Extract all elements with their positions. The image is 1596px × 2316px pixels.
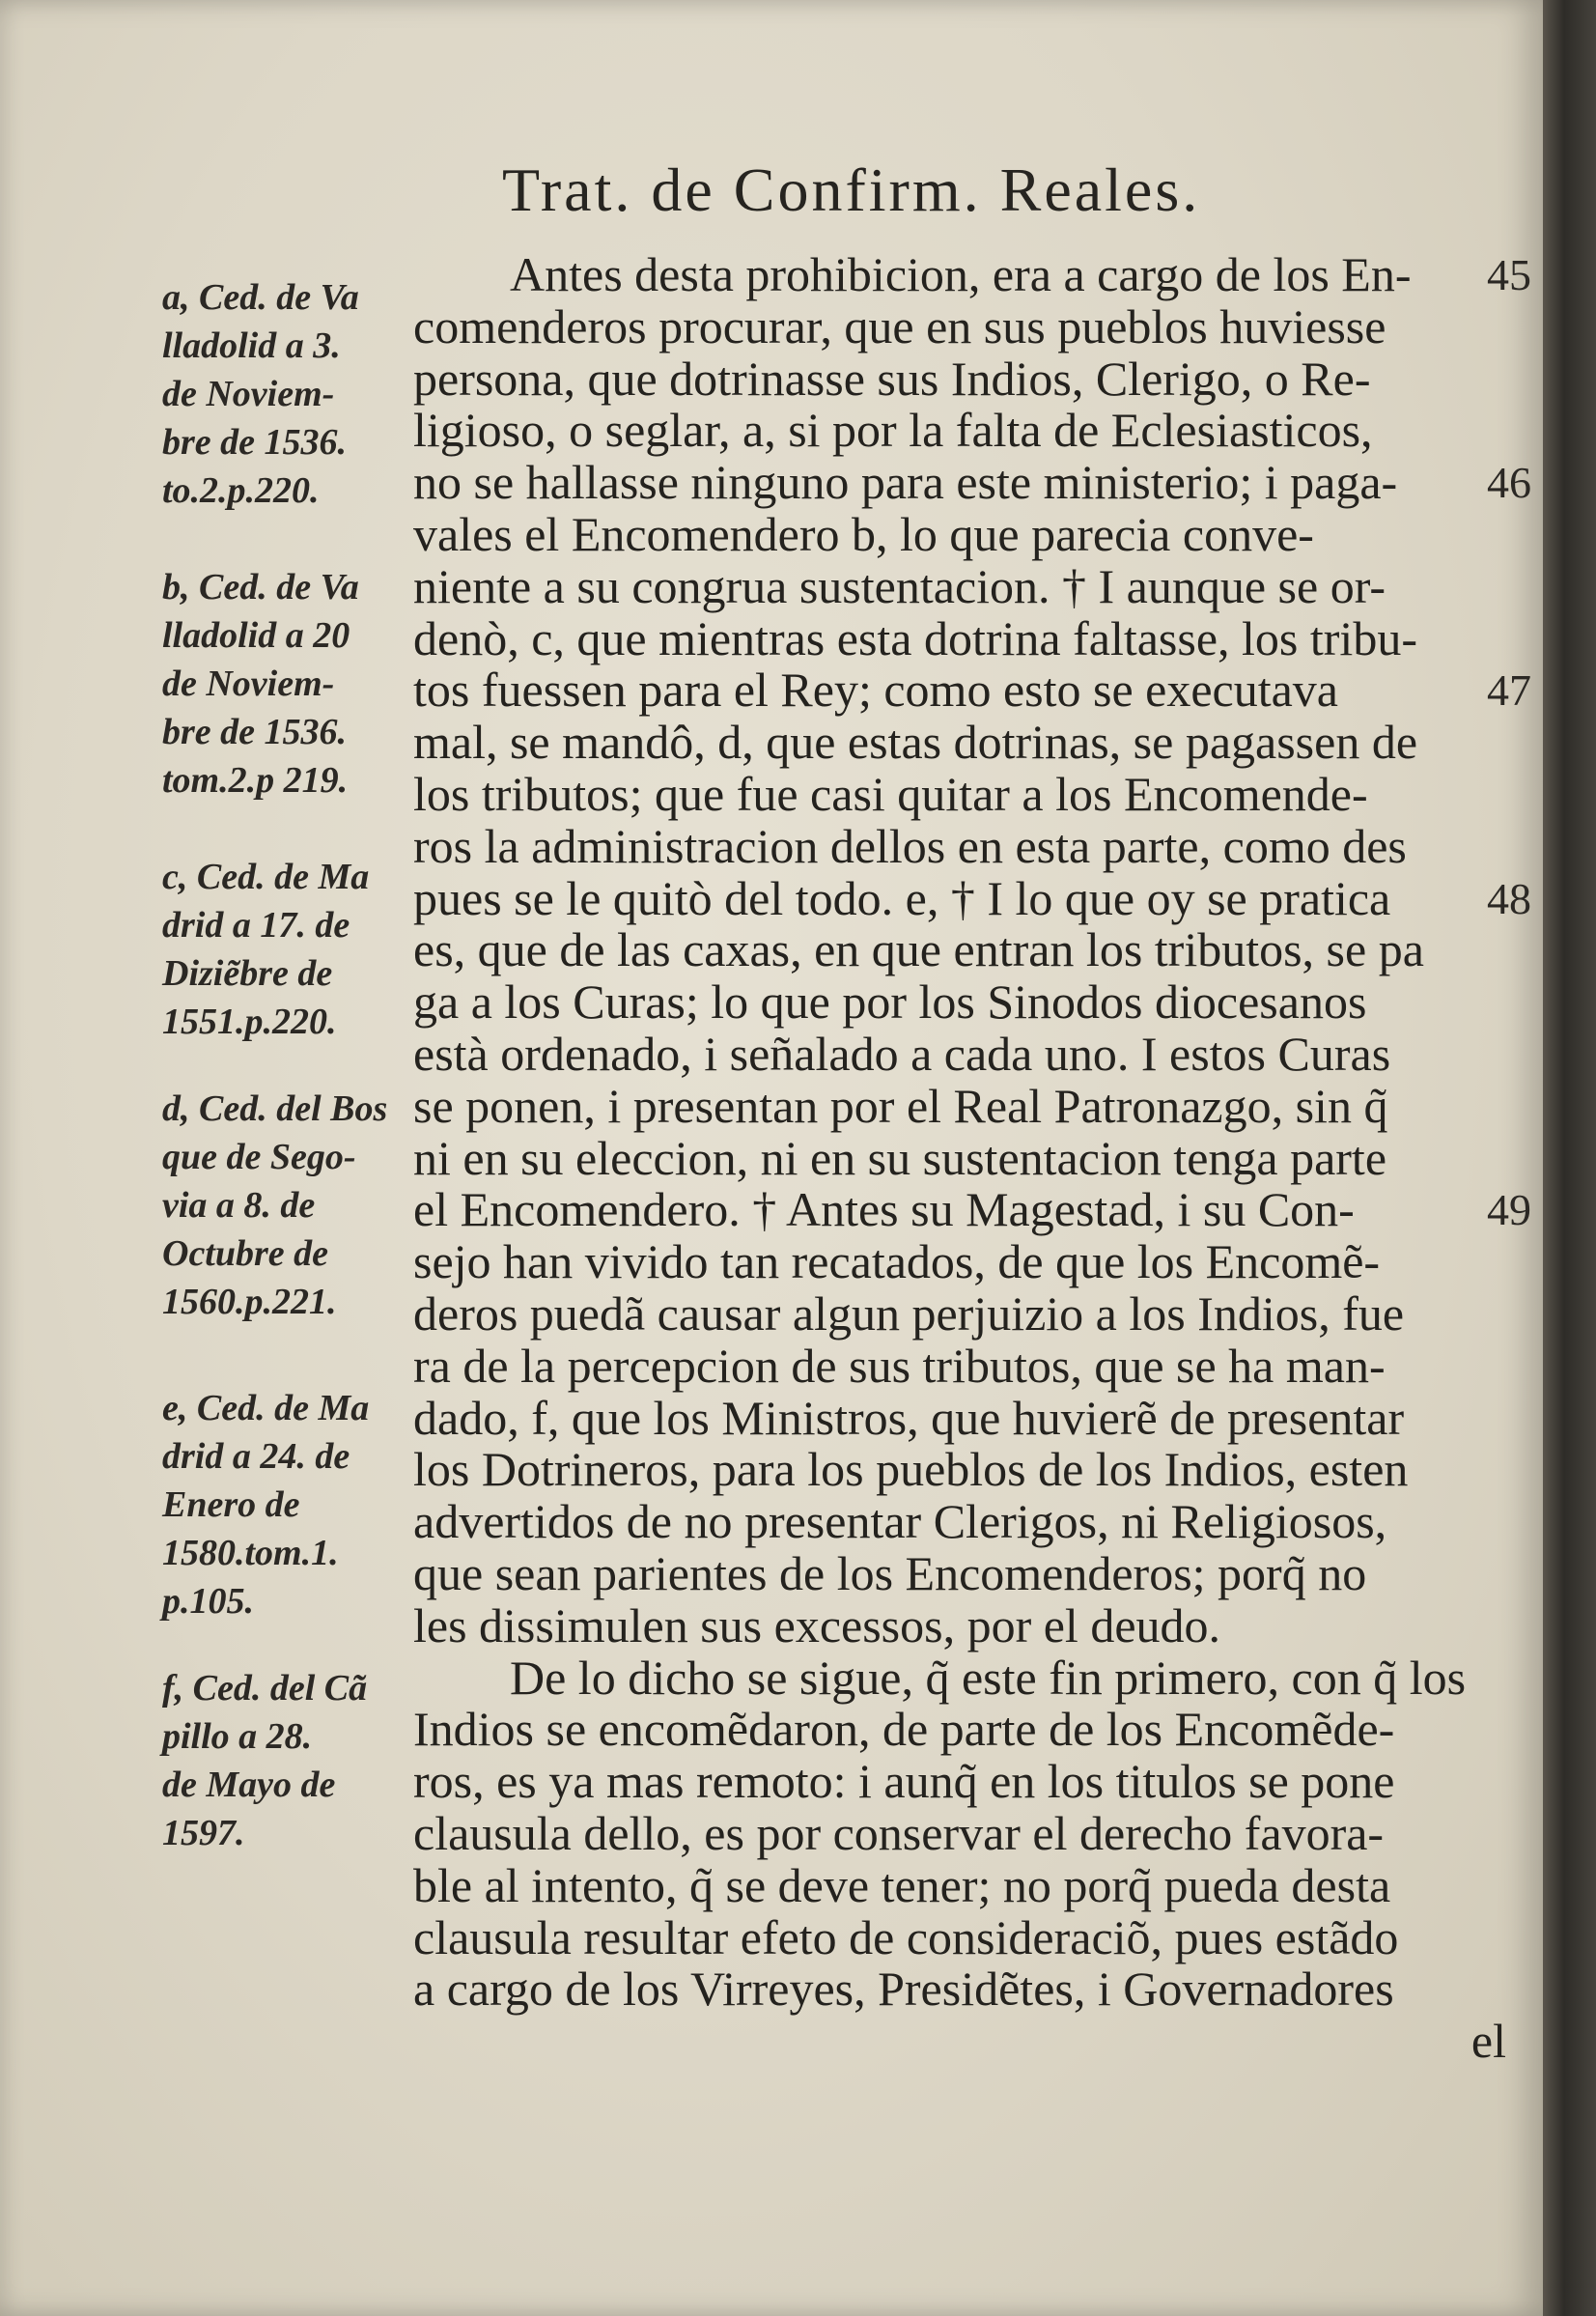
margin-note-line: pillo a 28.: [162, 1716, 313, 1757]
running-header: [502, 155, 1371, 226]
body-line: vales el Encomendero b, lo que parecia conve-: [413, 506, 1314, 561]
margin-note-line: 1597.: [162, 1813, 245, 1853]
margin-note-line: lladolid a 3.: [162, 325, 341, 366]
body-line: es, que de las caxas, en que entran los tributos, se pa: [413, 922, 1424, 977]
body-line: ligioso, o seglar, a, si por la falta de Eclesiasticos,: [413, 403, 1373, 458]
body-line: ni en su eleccion, ni en su sustentacion tenga parte: [413, 1130, 1387, 1185]
body-line: pues se le quitò del todo. e, † I lo que oy se pratica: [413, 870, 1391, 925]
margin-note-line: drid a 24. de: [162, 1436, 350, 1477]
margin-note-line: to.2.p.220.: [162, 470, 320, 511]
book-spine: [1543, 0, 1596, 2316]
margin-note-line: p.105.: [162, 1581, 254, 1622]
body-line: mal, se mandô, d, que estas dotrinas, se pagassen de: [413, 715, 1418, 770]
body-line: ra de la percepcion de sus tributos, que se ha man-: [413, 1338, 1386, 1393]
margin-note-line: b, Ced. de Va: [162, 567, 359, 607]
body-line: los Dotrineros, para los pueblos de los Indios, esten: [413, 1442, 1409, 1497]
body-text: [413, 249, 1514, 2068]
margin-note-line: Diziẽbre de: [162, 953, 333, 994]
margin-note-line: a, Ced. de Va: [162, 277, 359, 318]
margin-note-line: 1580.tom.1.: [162, 1533, 339, 1573]
body-line: ble al intento, q̃ se deve tener; no porq̃ pueda desta: [413, 1857, 1391, 1912]
paragraph-number: 48: [1487, 873, 1531, 923]
body-line: Antes desta prohibicion, era a cargo de los En-: [510, 247, 1412, 301]
margin-note-line: e, Ced. de Ma: [162, 1388, 370, 1428]
margin-note-line: c, Ced. de Ma: [162, 857, 370, 897]
margin-note-line: drid a 17. de: [162, 905, 350, 946]
body-line: està ordenado, i señalado a cada uno. I estos Curas: [413, 1026, 1391, 1081]
body-line: persona, que dotrinasse sus Indios, Clerigo, o Re-: [413, 351, 1371, 406]
body-line: clausula resultar efeto de consideraciõ, pues estãdo: [413, 1909, 1399, 1964]
body-line: los tributos; que fue casi quitar a los Encomende-: [413, 766, 1368, 821]
body-line: niente a su congrua sustentacion. † I aunque se or-: [413, 558, 1386, 613]
margin-note-line: lladolid a 20: [162, 615, 350, 656]
margin-note-line: bre de 1536.: [162, 712, 348, 752]
body-line: deros puedã causar algun perjuizio a los Indios, fue: [413, 1285, 1405, 1341]
paragraph-number: 49: [1487, 1185, 1531, 1235]
body-line: no se hallasse ninguno para este ministerio; i paga-: [413, 455, 1398, 510]
margin-note-line: de Mayo de: [162, 1765, 336, 1805]
margin-note: [162, 273, 359, 515]
body-line: el Encomendero. † Antes su Magestad, i su Con-: [413, 1182, 1355, 1237]
margin-note: [162, 1664, 367, 1857]
body-line: ros, es ya mas remoto: i aunq̃ en los titulos se pone: [413, 1754, 1395, 1809]
body-line: clausula dello, es por conservar el derecho favora-: [413, 1805, 1385, 1860]
margin-note-line: Octubre de: [162, 1233, 329, 1274]
body-line: tos fuessen para el Rey; como esto se executava: [413, 663, 1338, 718]
margin-note-line: d, Ced. del Bos: [162, 1088, 388, 1129]
body-line: el: [1470, 2014, 1506, 2069]
margin-note-line: de Noviem-: [162, 374, 335, 414]
margin-note: [162, 1384, 369, 1625]
body-line: se ponen, i presentan por el Real Patronazgo, sin q̃: [413, 1078, 1388, 1133]
body-line: que sean parientes de los Encomenderos; porq̃ no: [413, 1545, 1367, 1600]
body-line: ga a los Curas; lo que por los Sinodos diocesanos: [413, 974, 1367, 1030]
margin-note-line: que de Sego-: [162, 1137, 356, 1177]
body-line: Indios se encomẽdaron, de parte de los Encomẽde-: [413, 1702, 1395, 1757]
body-line: les dissimulen sus excessos, por el deudo.: [413, 1597, 1221, 1652]
margin-note: [162, 563, 359, 805]
margin-note-line: Enero de: [162, 1484, 300, 1525]
margin-note-line: 1551.p.220.: [162, 1002, 337, 1042]
margin-note-line: tom.2.p 219.: [162, 760, 349, 801]
header-title: Trat. de Confirm. Reales.: [502, 155, 1201, 224]
margin-note-line: via a 8. de: [162, 1185, 316, 1226]
margin-note-line: bre de 1536.: [162, 422, 348, 463]
paragraph-number: 47: [1487, 665, 1531, 716]
body-line: denò, c, que mientras esta dotrina faltasse, los tribu-: [413, 610, 1417, 665]
body-line: a cargo de los Virreyes, Presidẽtes, i Governadores: [413, 1962, 1394, 2017]
margin-note-line: f, Ced. del Cã: [162, 1668, 368, 1709]
body-line: comenderos procurar, que en sus pueblos huviesse: [413, 298, 1386, 353]
margin-note-line: de Noviem-: [162, 664, 335, 704]
body-line: De lo dicho se sigue, q̃ este fin primero, con q̃ los: [510, 1650, 1467, 1705]
body-line: ros la administracion dellos en esta parte, como des: [413, 818, 1407, 873]
margin-note-line: 1560.p.221.: [162, 1282, 337, 1322]
margin-note: [162, 1085, 387, 1326]
body-line: dado, f, que los Ministros, que huvierẽ de presentar: [413, 1390, 1405, 1445]
paragraph-number: 45: [1487, 250, 1531, 299]
body-line: sejo han vivido tan recatados, de que los Encomẽ-: [413, 1234, 1381, 1289]
paragraph-number: 46: [1487, 458, 1531, 508]
margin-note: [162, 853, 369, 1046]
body-line: advertidos de no presentar Clerigos, ni Religiosos,: [413, 1494, 1387, 1549]
